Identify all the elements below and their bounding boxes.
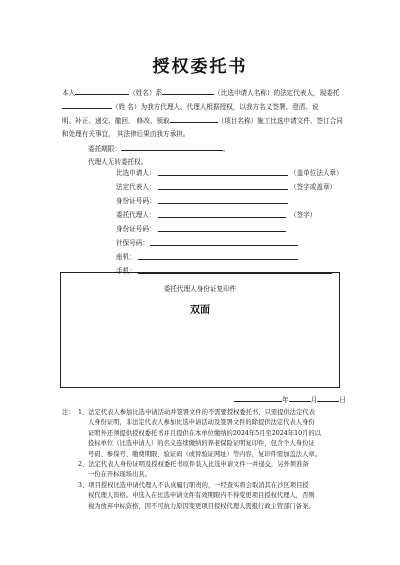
intro-line-3 xyxy=(62,113,343,128)
day-blank[interactable] xyxy=(317,392,339,402)
social-security-line[interactable] xyxy=(150,245,298,246)
month-label: 月 xyxy=(310,396,318,404)
mobile-label: 手机： xyxy=(116,267,136,275)
id-copy-caption: 委托代理人身份证复印件 xyxy=(163,285,237,293)
period-label: 委托期限： xyxy=(88,145,121,153)
month-blank[interactable] xyxy=(289,392,311,402)
note-3-line-3: 视为放弃中标资格，因不可抗力原因变更项目授权代理人需报行政主管部门备案。 xyxy=(88,502,315,510)
note-1-line-3: 证明外还须提供授权委托书并且提供在本单位缴纳的2024年5月至2024年10月的以 xyxy=(88,429,321,437)
period-tail: 。 xyxy=(222,145,230,153)
applicant-note: （盖单位法人章） xyxy=(290,169,343,177)
agent-id-label: 身份证号码： xyxy=(116,225,156,233)
intro-text: （姓名）系 xyxy=(129,89,163,97)
name-blank[interactable] xyxy=(75,85,129,95)
date-line xyxy=(234,392,346,407)
year-blank[interactable] xyxy=(234,392,282,402)
day-label: 日 xyxy=(339,396,346,404)
period-blank[interactable] xyxy=(121,141,223,151)
landline-line[interactable] xyxy=(138,259,298,260)
no-subdelegation: 代理人无转委托权。 xyxy=(88,158,148,166)
id-copy-box[interactable] xyxy=(60,272,340,388)
document-title: 授权委托书 xyxy=(152,57,248,77)
agent-line[interactable] xyxy=(158,217,286,218)
note-1-line-4: 投标单位（比选申请人）的名义连续缴纳的养老保险证明复印件，包含个人身份证 xyxy=(88,440,315,448)
note-3-line-2: 权代理人资格。申选入在比选申请文件有效期限内不得变更项目授权代理人，否则 xyxy=(88,492,315,500)
agent-note: （签字） xyxy=(290,211,317,219)
note-2-line-1: 2、法定代表人身份证明及授权委托书原件装入比选申请文件一并递交，另外须准备 xyxy=(78,461,309,468)
project-blank[interactable] xyxy=(170,113,218,123)
legal-rep-line[interactable] xyxy=(158,189,288,190)
intro-line-4: 和处理有关事宜， 其法律后果由我方承担。 xyxy=(62,130,190,138)
note-2-line-2: 一份在开标现场出具。 xyxy=(88,471,151,479)
note-1-line-2: 人身份证明，非法定代表人参加比选申请活动及签署文件的除提供法定代表人身份 xyxy=(88,419,315,427)
intro-line-1 xyxy=(62,85,339,100)
intro-text: 明、补正、递交、撤回、 修改、领取 xyxy=(62,117,170,125)
year-label: 年 xyxy=(282,396,289,404)
id-number-label: 身份证号码： xyxy=(116,197,156,205)
intro-text: （项目名称）施工比选申请文件、签订合同 xyxy=(217,117,343,125)
intro-text: （姓 名）为我方代理人。代理人根据授权，以我方名义签署、澄清、说 xyxy=(112,103,319,111)
agent-id-line[interactable] xyxy=(158,231,286,232)
note-1-line-1: 1、法定代表人参加比选申请活动并签署文件的不需要授权委托书，只需提供法定代表 xyxy=(78,409,315,416)
notes-prefix: 注： xyxy=(62,409,75,416)
applicant-label: 比选申请人： xyxy=(116,169,156,177)
intro-text: 本人 xyxy=(62,89,76,97)
intro-text: （比选申请人名称）的法定代表人，现委托 xyxy=(214,89,340,97)
landline-label: 座机： xyxy=(116,253,136,261)
legal-rep-label: 法定代表人： xyxy=(116,183,156,191)
agent-label: 委托代理人： xyxy=(116,211,156,219)
applicant-line[interactable] xyxy=(158,175,288,176)
id-copy-double-sided: 双面 xyxy=(190,305,210,316)
agent-name-blank[interactable] xyxy=(62,99,112,109)
intro-line-2 xyxy=(62,99,319,114)
note-1-line-5: 号码、参保号、缴费期限、验证码（或替验证网址）等内容，复印件需加盖法人章。 xyxy=(88,450,321,458)
social-security-label: 社保号码： xyxy=(116,239,149,247)
period-line xyxy=(88,141,230,156)
legal-rep-note: （签字或盖章） xyxy=(290,183,337,191)
company-blank[interactable] xyxy=(162,85,214,95)
note-3-line-1: 3、项目授权比选申请代理人不认真履行职责的，一经查实将会取消其在沙区项目授 xyxy=(78,481,309,489)
id-number-line[interactable] xyxy=(158,203,288,204)
